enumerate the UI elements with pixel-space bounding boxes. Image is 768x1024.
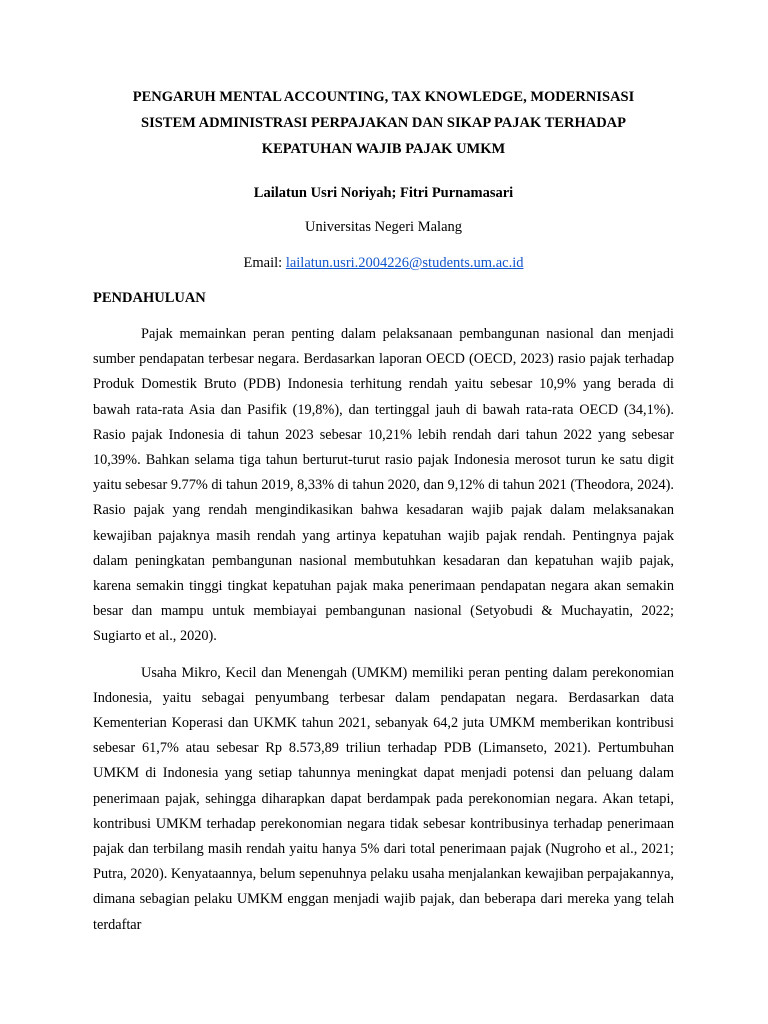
email-label: Email: [243, 255, 286, 271]
title-line-1: PENGARUH MENTAL ACCOUNTING, TAX KNOWLEDGE, MODERNISASI [132, 89, 635, 105]
title-line-3: KEPATUHAN WAJIB PAJAK UMKM [261, 141, 506, 157]
document-page [93, 84, 674, 938]
email-link[interactable]: lailatun.usri.2004226@students.um.ac.id [285, 255, 524, 271]
body-paragraph-1: Pajak memainkan peran penting dalam pelaksanaan pembangunan nasional dan menjadi sumber pendapatan terbesar negara. Berdasarkan laporan OECD (OECD, 2023) rasio pajak terhadap Produk Domestik Bruto (PDB) Indonesia terhitung rendah yaitu sebesar 10,9% yang berada di bawah rata-rata Asia dan Pasifik (19,8%), dan tertinggal jauh di bawah rata-rata OECD (34,1%). Rasio pajak Indonesia di tahun 2023 sebesar 10,21% lebih rendah dari tahun 2022 yang sebesar 10,39%. Bahkan selama tiga tahun berturut-turut rasio pajak Indonesia merosot turun ke satu digit yaitu sebesar 9.77% di tahun 2019, 8,33% di tahun 2020, dan 9,12% di tahun 2021 (Theodora, 2024). Rasio pajak yang rendah mengindikasikan bahwa kesadaran wajib pajak dalam melaksanakan kewajiban pajaknya masih rendah yang artinya kepatuhan wajib pajak rendah. Pentingnya pajak dalam peningkatan pembangunan nasional membutuhkan kesadaran dan kepatuhan wajib pajak, karena semakin tinggi tingkat kepatuhan pajak maka penerimaan pendapatan negara akan semakin besar dan mampu untuk membiayai pembangunan nasional (Setyobudi & Muchayatin, 2022; Sugiarto et al., 2020). [93, 326, 674, 645]
body-paragraph-2: Usaha Mikro, Kecil dan Menengah (UMKM) memiliki peran penting dalam perekonomian Indonesia, yaitu sebagai penyumbang terbesar dalam pendapatan negara. Berdasarkan data Kementerian Koperasi dan UKMK tahun 2021, sebanyak 64,2 juta UMKM memberikan kontribusi sebesar 61,7% atau sebesar Rp 8.573,89 triliun terhadap PDB (Limanseto, 2021). Pertumbuhan UMKM di Indonesia yang setiap tahunnya meningkat dapat menjadi potensi dan peluang dalam penerimaan pajak, sehingga diharapkan dapat berdampak pada perekonomian negara. Akan tetapi, kontribusi UMKM terhadap perekonomian negara tidak sebesar kontribusinya terhadap penerimaan pajak dan terbilang masih rendah yaitu hanya 5% dari total penerimaan pajak (Nugroho et al., 2021; Putra, 2020). Kenyataannya, belum sepenuhnya pelaku usaha menjalankan kewajiban perpajakannya, dimana sebagian pelaku UMKM enggan menjadi wajib pajak, dan beberapa dari mereka yang telah terdaftar [93, 664, 674, 933]
email-line [93, 253, 674, 273]
affiliation: Universitas Negeri Malang [304, 219, 463, 235]
section-heading: PENDAHULUAN [93, 290, 206, 306]
title-line-2: SISTEM ADMINISTRASI PERPAJAKAN DAN SIKAP PAJAK TERHADAP [141, 115, 626, 131]
paper-title [93, 84, 674, 162]
author-list: Lailatun Usri Noriyah; Fitri Purnamasari [253, 185, 514, 201]
